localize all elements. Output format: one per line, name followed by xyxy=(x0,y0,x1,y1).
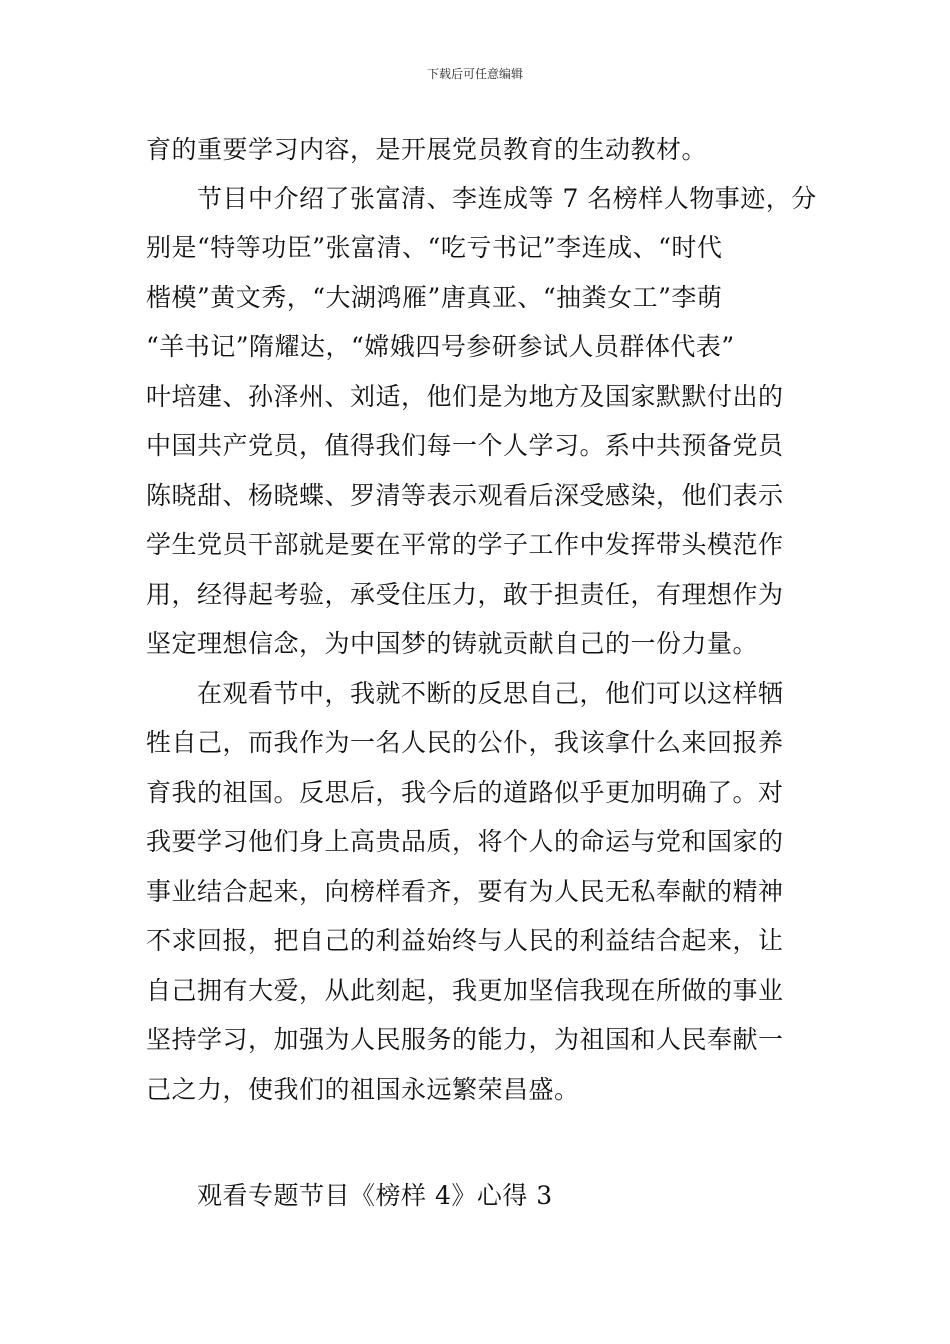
text-line: 坚持学习，加强为人民服务的能力，为祖国和人民奉献一 xyxy=(146,1025,784,1054)
paragraph-first-line: 在观看节中，我就不断的反思自己，他们可以这样牺 xyxy=(197,679,784,708)
text-line: 叶培建、孙泽州、刘适，他们是为地方及国家默默付出的 xyxy=(146,382,784,411)
text-line: 中国共产党员，值得我们每一个人学习。系中共预备党员 xyxy=(146,431,784,460)
text-line: 学生党员干部就是要在平常的学子工作中发挥带头模范作 xyxy=(146,530,784,559)
text-line: “羊书记”隋耀达，“嫦娥四号参研参试人员群体代表” xyxy=(146,332,735,361)
text-line: 楷模”黄文秀，“大湖鸿雁”唐真亚、“抽粪女工”李萌 xyxy=(146,283,723,312)
section-heading: 观看专题节目《榜样 4》心得 3 xyxy=(197,1181,553,1210)
text-line: 牲自己，而我作为一名人民的公仆，我该拿什么来回报养 xyxy=(146,728,784,757)
text-line: 陈晓甜、杨晓蝶、罗清等表示观看后深受感染，他们表示 xyxy=(146,481,784,510)
text-line: 我要学习他们身上高贵品质，将个人的命运与党和国家的 xyxy=(146,827,784,856)
paragraph-first-line: 节目中介绍了张富清、李连成等 7 名榜样人物事迹，分 xyxy=(197,184,817,213)
text-line: 自己拥有大爱，从此刻起，我更加坚信我现在所做的事业 xyxy=(146,976,784,1005)
header-note: 下载后可任意编辑 xyxy=(426,67,523,81)
text-line: 育我的祖国。反思后，我今后的道路似乎更加明确了。对 xyxy=(146,778,784,807)
text-line: 育的重要学习内容，是开展党员教育的生动教材。 xyxy=(146,135,708,164)
text-line: 坚定理想信念，为中国梦的铸就贡献自己的一份力量。 xyxy=(146,629,759,658)
text-line: 事业结合起来，向榜样看齐，要有为人民无私奉献的精神 xyxy=(146,877,784,906)
text-line: 不求回报，把自己的利益始终与人民的利益结合起来，让 xyxy=(146,926,784,955)
text-line: 别是“特等功臣”张富清、“吃亏书记”李连成、“时代 xyxy=(146,233,723,262)
text-line: 用，经得起考验，承受住压力，敢于担责任，有理想作为 xyxy=(146,580,784,609)
text-line: 己之力，使我们的祖国永远繁荣昌盛。 xyxy=(146,1075,580,1104)
